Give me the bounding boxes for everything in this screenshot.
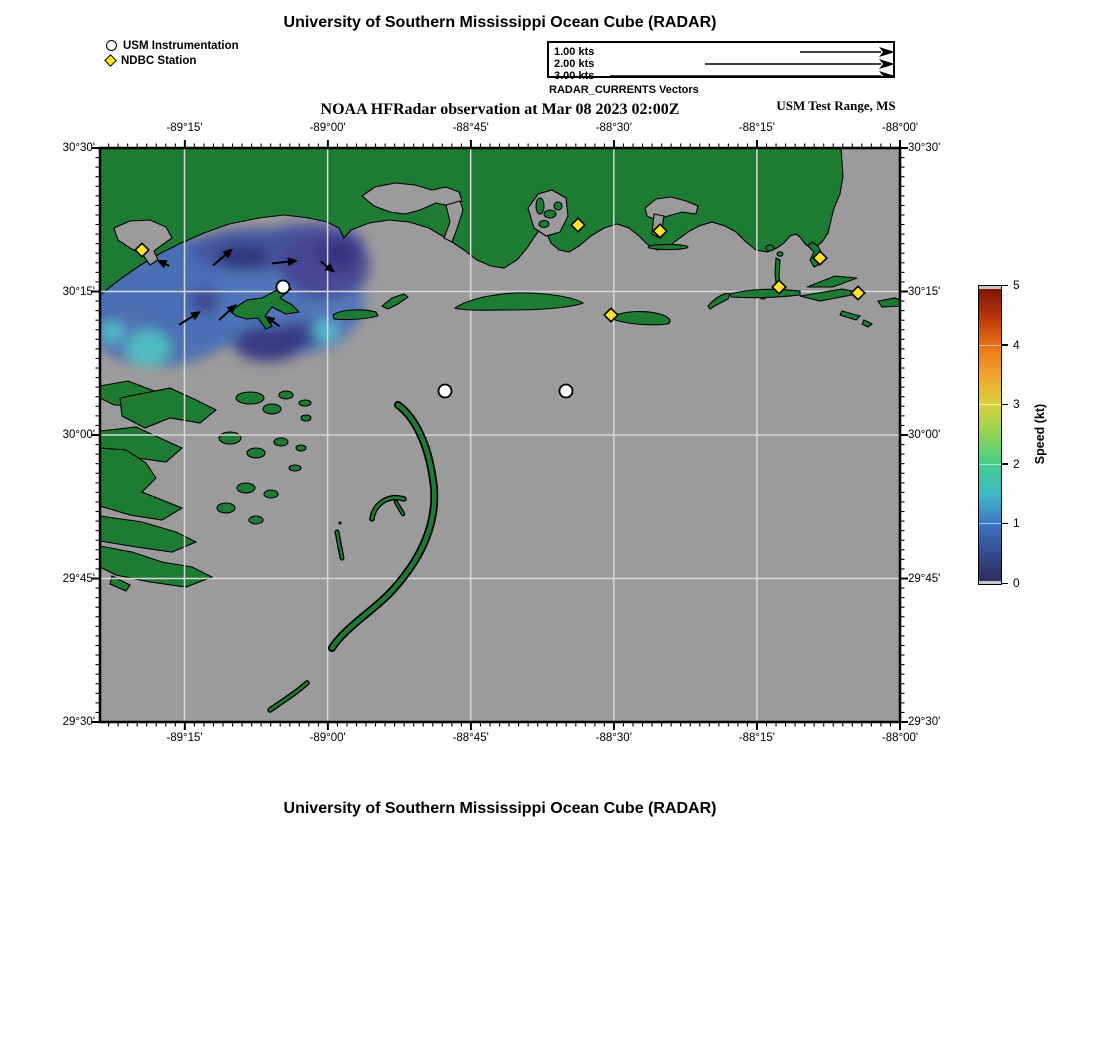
colorbar-tick-2: [1001, 463, 1008, 465]
x-tick-label-bottom-1: -89°00': [309, 732, 346, 744]
x-tick-label-bottom-2: -88°45': [452, 732, 489, 744]
colorbar-tick-label-3: 3: [1013, 397, 1020, 412]
x-tick-label-bottom-3: -88°30': [595, 732, 632, 744]
y-tick-label-right-0: 30°30': [908, 142, 941, 154]
colorbar-tick-5: [1001, 285, 1008, 287]
colorbar-tick-1: [1001, 523, 1008, 525]
colorbar-tick-4: [1001, 344, 1008, 346]
vector-scale-label-3: 3.00 kts: [554, 70, 595, 82]
x-tick-label-top-1: -89°00': [309, 122, 346, 134]
x-tick-label-top-2: -88°45': [452, 122, 489, 134]
y-tick-label-left-3: 29°45': [62, 572, 95, 585]
vector-scale-arrows: [549, 43, 893, 76]
colorbar-tick-label-1: 1: [1013, 516, 1020, 531]
test-range-label: USM Test Range, MS: [776, 98, 896, 113]
colorbar-tick-0: [1001, 583, 1008, 585]
colorbar-separator-2: [979, 464, 1001, 465]
usm-station-marker-1: [439, 385, 452, 398]
colorbar-tick-label-4: 4: [1013, 337, 1020, 352]
colorbar-separator-4: [979, 345, 1001, 346]
y-tick-label-right-4: 29°30': [908, 716, 941, 728]
colorbar-tick-label-0: 0: [1013, 576, 1020, 590]
observation-subtitle: NOAA HFRadar observation at Mar 08 2023 02:00Z: [320, 101, 680, 118]
usm-station-marker-2: [560, 385, 573, 398]
colorbar-tick-label-5: 5: [1013, 278, 1020, 292]
x-tick-label-top-0: -89°15': [166, 122, 203, 134]
x-tick-label-top-3: -88°30': [595, 122, 632, 134]
colorbar-separator-3: [979, 404, 1001, 405]
vector-scale-box: [547, 41, 895, 82]
legend-label-usm: USM Instrumentation: [123, 39, 239, 52]
y-tick-label-left-2: 30°00': [62, 429, 95, 441]
usm-circle-icon: [106, 40, 117, 51]
ndbc-diamond-icon: [104, 54, 117, 67]
x-tick-label-bottom-5: -88°00': [881, 732, 919, 744]
usm-station-marker-0: [277, 281, 290, 294]
x-tick-label-top-5: -88°00': [881, 122, 919, 134]
y-tick-label-right-2: 30°00': [908, 429, 941, 441]
vector-scale-label-1: 1.00 kts: [554, 46, 595, 58]
colorbar-axis-label: Speed (kt): [1033, 403, 1047, 465]
y-tick-label-left-0: 30°30': [62, 142, 95, 154]
x-tick-label-top-4: -88°15': [738, 122, 775, 134]
x-tick-label-bottom-4: -88°15': [738, 732, 775, 744]
colorbar-tick-3: [1001, 404, 1008, 406]
speed-colorbar: [978, 285, 1002, 585]
y-tick-label-right-3: 29°45': [908, 572, 941, 585]
vector-scale-caption: RADAR_CURRENTS Vectors: [549, 84, 699, 96]
y-tick-label-left-1: 30°15': [62, 285, 95, 298]
y-tick-label-left-4: 29°30': [62, 716, 95, 728]
legend-label-ndbc: NDBC Station: [121, 54, 197, 67]
map-canvas: [88, 136, 912, 734]
footer-title: University of Southern Mississippi Ocean Cube (RADAR): [283, 800, 717, 817]
x-tick-label-bottom-0: -89°15': [166, 732, 203, 744]
colorbar-separator-1: [979, 523, 1001, 524]
page-title: University of Southern Mississippi Ocean Cube (RADAR): [283, 14, 717, 31]
vector-scale-label-2: 2.00 kts: [554, 58, 595, 70]
colorbar-cap-top: [979, 286, 1001, 289]
legend-item-usm: [106, 38, 239, 53]
colorbar-tick-label-2: 2: [1013, 456, 1020, 471]
map-legend: [106, 38, 239, 68]
legend-item-ndbc: [106, 53, 239, 68]
y-tick-label-right-1: 30°15': [908, 285, 941, 298]
colorbar-cap-bottom: [979, 581, 1001, 584]
